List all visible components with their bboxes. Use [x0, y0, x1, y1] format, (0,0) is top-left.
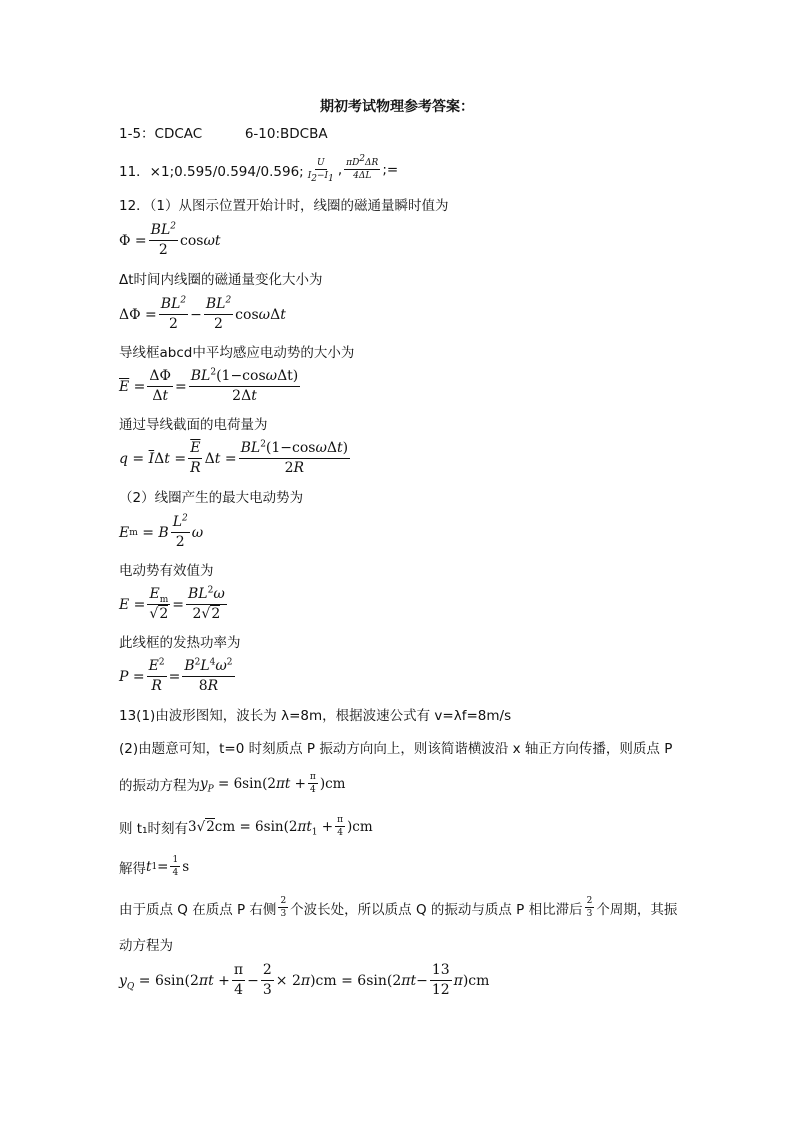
flux-equation: Φ = $\frac{BL^2}{2}$ cosωt	[119, 221, 221, 258]
q11-prefix: 11．×1;0.595/0.594/0.596;	[119, 163, 304, 180]
q11-formula-1: $\frac{U}{I_2-I_1}$	[307, 158, 334, 184]
q13-line-7: 动方程为	[119, 938, 173, 954]
q13-line-2: (2)由题意可知，t=0 时刻质点 P 振动方向向上，则该简谐横波沿 x 轴正方向传播，则质点 P	[119, 741, 673, 757]
flux-change-equation: ΔΦ = $\frac{BL^2}{2}$ − $\frac{BL^2}{2}$ cosωΔt	[119, 295, 286, 332]
q12-text-4: 电动势有效值为	[119, 563, 214, 579]
multiple-choice-answers	[119, 125, 328, 143]
q13-line-1: 13(1)由波形图知，波长为 λ=8m，根据波速公式有 v=λf=8m/s	[119, 708, 512, 724]
power-equation: P = $\frac{E^2}{R}$ = $\frac{B^2L^4\omega^2}{8R}$	[119, 657, 233, 694]
q-vibration-equation: $y_Q$ = 6sin(2πt + $\frac{\pi}{4}$ − $\frac{2}{3}$ × 2π)cm = 6sin(2πt− $\frac{13}{12}$ π )cm	[119, 962, 490, 998]
q11-formula-2: $\frac{\pi D^2\Delta R}{4\Delta L}$	[346, 154, 379, 181]
average-emf-equation: $\overline{E}$ = $\frac{\Delta\Phi}{\Delta t}$ = $\frac{BL^2(1-\cos\omega\Delta t)}{2\Delta t}$	[119, 367, 299, 404]
q12-text-2: 导线框abcd中平均感应电动势的大小为	[119, 345, 355, 361]
p-vibration-equation: 的振动方程为 $y_P$ = 6sin(2πt + $\frac{\pi}{4}$ )cm	[119, 772, 346, 795]
t1-condition: 则 t₁时刻有 $3√2cm = 6\sin(2\pi t_1$ + $\frac{\pi}{4}$ )cm	[119, 815, 373, 838]
q13-q-delay-text: 由于质点 Q 在质点 P 右侧 $\frac{2}{3}$ 个波长处，所以质点 Q 的振动与质点 P 相比滞后 $\frac{2}{3}$ 个周期，其振	[119, 896, 678, 919]
q12-text-1: Δt时间内线圈的磁通量变化大小为	[119, 272, 323, 288]
q11-suffix: ;=	[382, 161, 399, 178]
q12-text-5: 此线框的发热功率为	[119, 635, 241, 651]
q11-answer: 11．×1;0.595/0.594/0.596; $\frac{U}{I_2-I_1}$ , $\frac{\pi D^2\Delta R}{4\Delta L}$ ;=	[119, 154, 399, 184]
mc-6-10: 6-10:BDCBA	[244, 126, 328, 142]
max-emf-equation: E m = B $\frac{L^2}{2}$ ω	[119, 513, 204, 550]
q12-intro: 12．（1）从图示位置开始计时，线圈的磁通量瞬时值为	[119, 198, 449, 214]
rms-emf-equation: E = $\frac{E_m}{√2}$ = $\frac{BL^2\omega}{2√2}$	[119, 585, 225, 622]
mc-1-5: 1-5：CDCAC	[119, 126, 203, 142]
t1-solution: 解得 t 1 = $\frac{1}{4}$ s	[119, 855, 190, 878]
charge-equation: q = $\overline{I}$ Δt = $\frac{\overline{E}}{R}$ Δt = $\frac{BL^2(1-\cos\omega\Delta t)}{2R}$	[119, 439, 349, 476]
q12-text-3: 通过导线截面的电荷量为	[119, 417, 268, 433]
q12-part2: （2）线圈产生的最大电动势为	[119, 490, 304, 506]
page-title: 期初考试物理参考答案：	[320, 99, 474, 115]
